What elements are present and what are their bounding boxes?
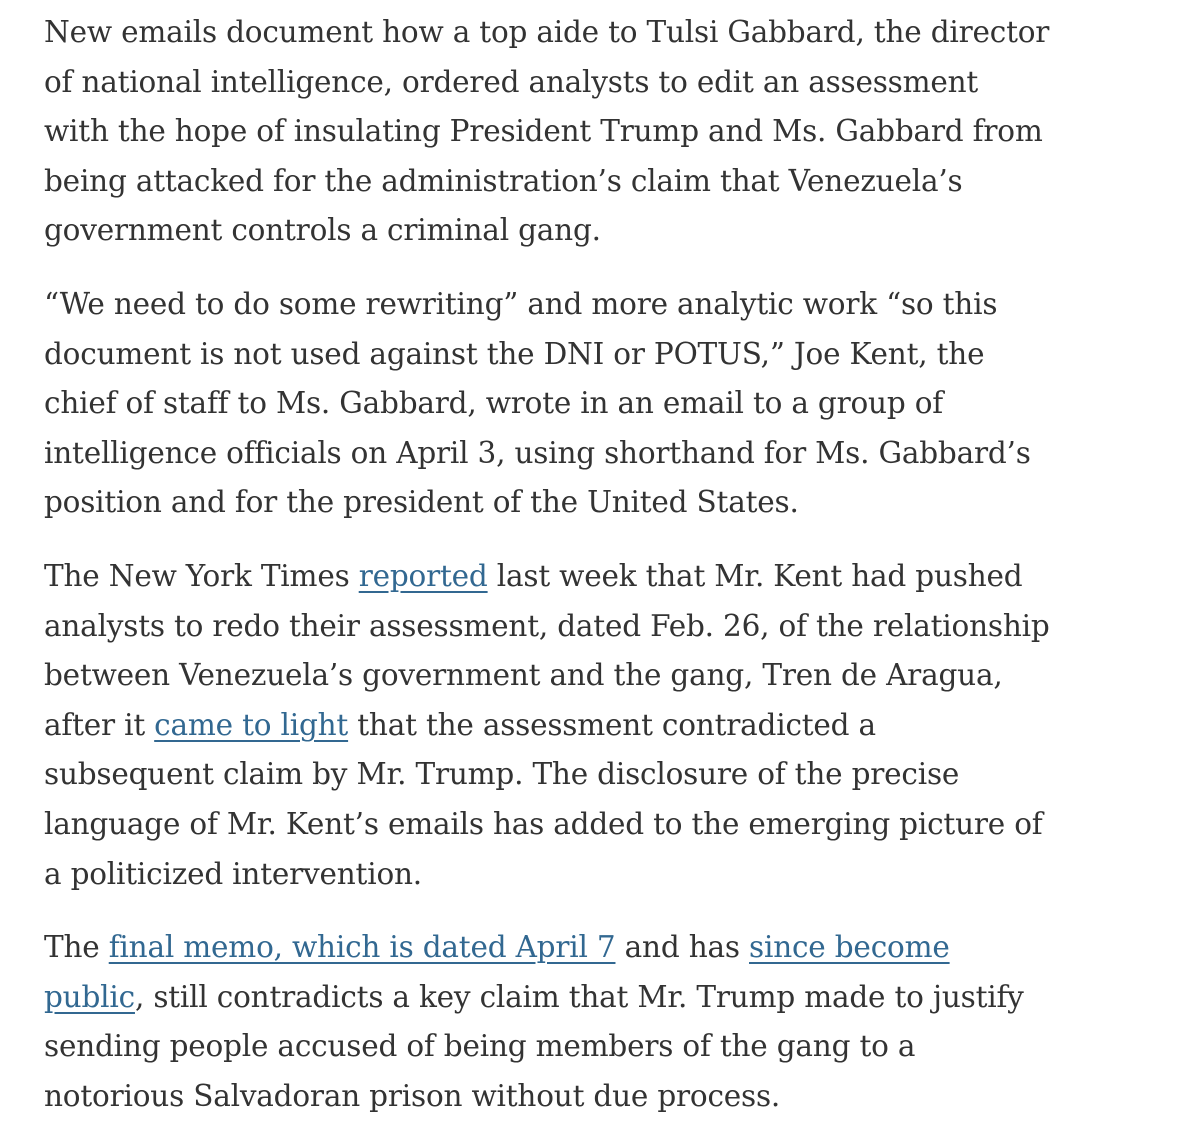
text-line <box>44 157 1074 207</box>
paragraph-4 <box>44 923 1074 1121</box>
text-line <box>44 850 1074 900</box>
text-line <box>44 651 1074 701</box>
text-run: subsequent claim by Mr. Trump. The disclosure of the precise <box>44 757 960 792</box>
text-run: that the assessment contradicted a <box>348 707 876 742</box>
text-line <box>44 1022 1074 1072</box>
text-line <box>44 701 1074 751</box>
text-line <box>44 8 1074 58</box>
text-run: between Venezuela’s government and the gang, Tren de Aragua, <box>44 658 1003 693</box>
text-line <box>44 800 1074 850</box>
text-run: with the hope of insulating President Trump and Ms. Gabbard from <box>44 114 1043 149</box>
link-reported[interactable]: reported <box>358 558 488 593</box>
text-run: notorious Salvadoran prison without due process. <box>44 1078 781 1113</box>
text-run: and has <box>615 930 750 965</box>
text-run: chief of staff to Ms. Gabbard, wrote in an email to a group of <box>44 386 943 421</box>
text-line <box>44 58 1074 108</box>
text-line <box>44 429 1074 479</box>
article-body <box>44 8 1074 1145</box>
text-run: New emails document how a top aide to Tulsi Gabbard, the director <box>44 15 1050 49</box>
link-since-become-public[interactable]: since become <box>749 930 950 965</box>
text-line <box>44 206 1074 256</box>
text-line <box>44 750 1074 800</box>
text-line <box>44 552 1074 602</box>
text-run: of national intelligence, ordered analysts to edit an assessment <box>44 64 979 99</box>
text-run: , still contradicts a key claim that Mr. Trump made to justify <box>134 979 1024 1014</box>
text-line <box>44 602 1074 652</box>
text-run: “We need to do some rewriting” and more analytic work “so this <box>44 286 998 321</box>
text-run: last week that Mr. Kent had pushed <box>487 558 1023 593</box>
text-line <box>44 1072 1074 1122</box>
text-run: after it <box>44 707 155 742</box>
text-line <box>44 280 1074 330</box>
link-came-to-light[interactable]: came to light <box>154 707 349 742</box>
link-since-become-public-continued[interactable]: public <box>44 979 135 1014</box>
text-run: sending people accused of being members of the gang to a <box>44 1029 916 1064</box>
link-final-memo[interactable]: final memo, which is dated April 7 <box>108 930 616 965</box>
text-run: position and for the president of the United States. <box>44 485 799 520</box>
text-run: The <box>44 930 109 965</box>
paragraph-1 <box>44 8 1074 256</box>
text-run: language of Mr. Kent’s emails has added to the emerging picture of <box>44 806 1043 841</box>
text-run: being attacked for the administration’s claim that Venezuela’s <box>44 163 963 198</box>
text-run: government controls a criminal gang. <box>44 213 601 248</box>
text-run: document is not used against the DNI or POTUS,” Joe Kent, the <box>44 336 985 371</box>
text-line <box>44 107 1074 157</box>
paragraph-3 <box>44 552 1074 899</box>
text-run: intelligence officials on April 3, using shorthand for Ms. Gabbard’s <box>44 435 1031 470</box>
text-line <box>44 478 1074 528</box>
paragraph-2 <box>44 280 1074 528</box>
text-line <box>44 973 1074 1023</box>
text-line <box>44 379 1074 429</box>
text-line <box>44 923 1074 973</box>
text-run: analysts to redo their assessment, dated Feb. 26, of the relationship <box>44 608 1050 643</box>
text-run: The New York Times <box>44 558 359 593</box>
text-run: a politicized intervention. <box>44 856 422 891</box>
text-line <box>44 330 1074 380</box>
